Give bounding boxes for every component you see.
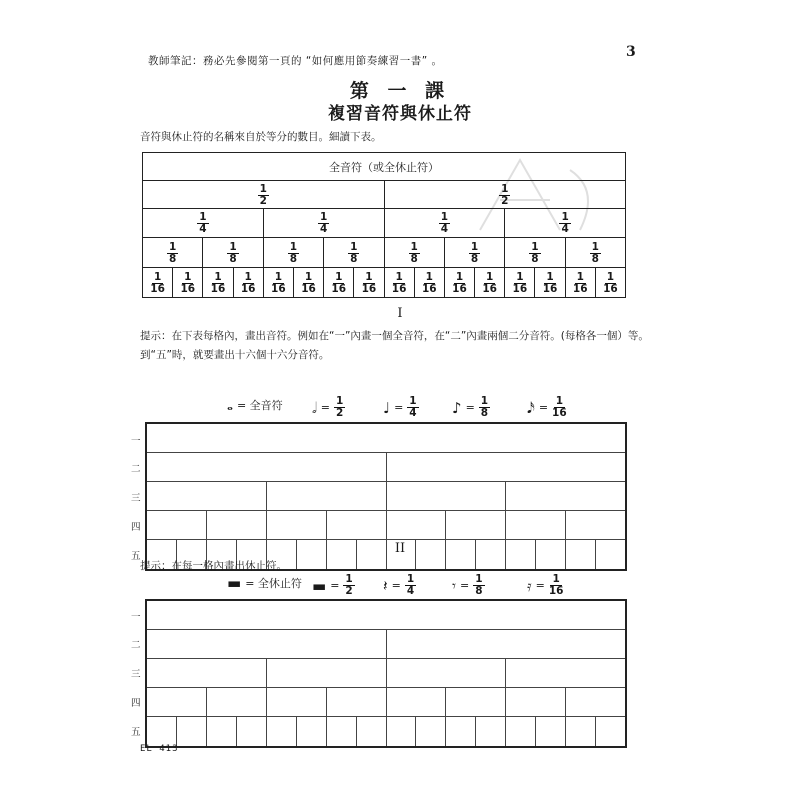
eighth-cell: $\frac{1}{8}$ [384,237,444,267]
grid-cell [207,688,267,716]
quarter-cell: $\frac{1}{4}$ [263,209,384,237]
eighth-cell: $\frac{1}{8}$ [505,237,565,267]
legend-item [527,574,563,597]
grid-cell [327,511,387,539]
grid-cell [446,717,476,746]
grid-cell [147,659,267,687]
grid-row [147,717,625,746]
legend-item [312,396,345,419]
grid-cell [357,717,387,746]
legend-fraction: $\frac{1}{4}$ [409,395,417,420]
music-symbol-icon: 𝅝 [227,396,233,414]
sixteenth-cell: $\frac{1}{16}$ [595,267,625,297]
grid-cell [147,717,177,746]
music-symbol-icon: 𝄿 [527,576,532,595]
grid-cell [506,717,536,746]
equals-sign: = [538,401,549,415]
legend-item [452,396,490,419]
grid-cell [506,511,566,539]
whole-note-cell: 全音符（或全休止符） [143,153,626,181]
page-number: 3 [626,44,636,60]
hint-line-1: 提示：在下表每格內，畫出音符。例如在“一”內畫一個全音符，在“二”內畫兩個二分音符。(每格各一個）等。 [140,330,649,342]
grid-cell [387,482,507,510]
equals-sign: = [460,579,470,593]
grid-cell [267,482,387,510]
legend-fraction: $\frac{1}{16}$ [552,395,567,420]
hint-line-2: 到“五”時，就要畫出十六個十六分音符。 [140,349,330,361]
row-label-2: 二 [131,640,141,651]
music-symbol-icon: ♪ [452,398,462,417]
grid-cell [267,717,297,746]
row-label-5: 五 [131,727,141,738]
grid-cell [297,717,327,746]
grid-row [147,424,625,453]
grid-cell [267,688,327,716]
grid-cell [596,717,625,746]
music-symbol-icon: ▬ [312,576,327,595]
legend-label: = 全音符 [236,399,283,412]
sixteenth-cell: $\frac{1}{16}$ [384,267,414,297]
row-label-5: 五 [131,551,141,562]
grid-cell [506,482,625,510]
legend-item [527,396,567,419]
grid-cell [387,630,626,658]
sixteenth-cell: $\frac{1}{16}$ [444,267,474,297]
row-label-4: 四 [131,522,141,533]
half-cell: $\frac{1}{2}$ [384,181,626,209]
sixteenth-cell: $\frac{1}{16}$ [324,267,354,297]
sixteenth-cell: $\frac{1}{16}$ [293,267,323,297]
grid-row [147,601,625,630]
sixteenth-cell: $\frac{1}{16}$ [173,267,203,297]
grid-cell [387,659,507,687]
sixteenth-cell: $\frac{1}{16}$ [354,267,384,297]
equals-sign: = [330,579,340,593]
catalog-code: EL 413 [140,744,179,754]
grid-row [147,482,625,511]
intro-text: 音符與休止符的名稱來自於等分的數目。細讀下表。 [140,131,382,143]
grid-cell [566,717,596,746]
grid-cell [147,482,267,510]
sixteenth-cell: $\frac{1}{16}$ [475,267,505,297]
legend-item [312,574,355,597]
row-label-3: 三 [131,669,141,680]
row-label-2: 二 [131,464,141,475]
grid-cell [207,511,267,539]
note-division-table [142,152,626,298]
grid-cell [237,717,267,746]
quarter-cell: $\frac{1}{4}$ [143,209,264,237]
equals-sign: = [394,401,404,415]
grid-cell [267,511,327,539]
grid-cell [147,424,625,452]
grid-cell [506,688,566,716]
row-label-1: 一 [131,436,141,447]
grid-cell [387,688,447,716]
legend-item [383,396,419,419]
row-label-3: 三 [131,493,141,504]
legend-item [383,574,416,597]
section2-hint: 提示：在每一格內畫出休止符。 [140,560,287,572]
grid-cell [147,688,207,716]
grid-cell [476,717,506,746]
legend-fraction: $\frac{1}{8}$ [480,395,489,420]
legend-fraction: $\frac{1}{4}$ [406,573,415,598]
legend-fraction: $\frac{1}{8}$ [475,573,483,598]
music-symbol-icon: ♩ [383,398,391,417]
grid-row [147,630,625,659]
eighth-cell: $\frac{1}{8}$ [143,237,203,267]
grid-cell [416,717,446,746]
grid-cell [506,659,625,687]
eighth-cell: $\frac{1}{8}$ [203,237,263,267]
sixteenth-cell: $\frac{1}{16}$ [143,267,173,297]
grid-cell [387,511,447,539]
sixteenth-cell: $\frac{1}{16}$ [263,267,293,297]
music-symbol-icon: 𝄽 [383,576,388,595]
grid-cell [147,511,207,539]
grid-cell [387,717,417,746]
grid-cell [207,717,237,746]
grid-row [147,453,625,482]
sixteenth-cell: $\frac{1}{16}$ [565,267,595,297]
row-label-1: 一 [131,612,141,623]
grid-cell [147,601,625,629]
grid-cell [177,717,207,746]
lesson-subtitle: 複習音符與休止符 [328,104,472,124]
grid-cell [566,511,625,539]
legend-fraction: $\frac{1}{2}$ [336,395,344,420]
lesson-title: 第 一 課 [349,80,451,102]
grid-cell [446,688,506,716]
grid-cell [147,453,387,481]
legend-item [227,396,283,414]
legend-fraction: $\frac{1}{16}$ [548,573,564,598]
section1-hint [140,327,649,365]
equals-sign: = [465,401,475,415]
row-label-4: 四 [131,698,141,709]
teacher-note: 教師筆記：務必先參閱第一頁的 “如何應用節奏練習一書” 。 [148,55,443,67]
grid-cell [267,659,387,687]
grid-cell [147,630,387,658]
grid-cell [566,688,625,716]
grid-row [147,511,625,540]
sixteenth-cell: $\frac{1}{16}$ [505,267,535,297]
eighth-cell: $\frac{1}{8}$ [444,237,504,267]
eighth-cell: $\frac{1}{8}$ [565,237,625,267]
eighth-cell: $\frac{1}{8}$ [263,237,323,267]
section-roman-2: II [394,541,406,556]
eighth-cell: $\frac{1}{8}$ [324,237,384,267]
grid-cell [327,688,387,716]
quarter-cell: $\frac{1}{4}$ [505,209,626,237]
music-symbol-icon: ▬ [227,574,242,592]
equals-sign: = [391,579,401,593]
music-symbol-icon: 𝅗𝅥 [312,398,317,417]
legend-label: = 全休止符 [245,577,302,590]
equals-sign: = [535,579,545,593]
sixteenth-cell: $\frac{1}{16}$ [233,267,263,297]
grid-cell [327,717,357,746]
equals-sign: = [320,401,330,415]
sixteenth-cell: $\frac{1}{16}$ [535,267,565,297]
legend-item [452,574,485,597]
section-roman-1: I [397,306,403,321]
half-cell: $\frac{1}{2}$ [143,181,385,209]
rest-drawing-grid [145,599,627,748]
quarter-cell: $\frac{1}{4}$ [384,209,505,237]
legend-fraction: $\frac{1}{2}$ [345,573,353,598]
legend-item [227,574,302,592]
grid-cell [446,511,506,539]
grid-row [147,688,625,717]
music-symbol-icon: 𝅘𝅥𝅯 [527,398,535,417]
grid-row [147,659,625,688]
sixteenth-cell: $\frac{1}{16}$ [203,267,233,297]
sixteenth-cell: $\frac{1}{16}$ [414,267,444,297]
grid-cell [387,453,626,481]
grid-cell [536,717,566,746]
music-symbol-icon: 𝄾 [452,576,456,595]
